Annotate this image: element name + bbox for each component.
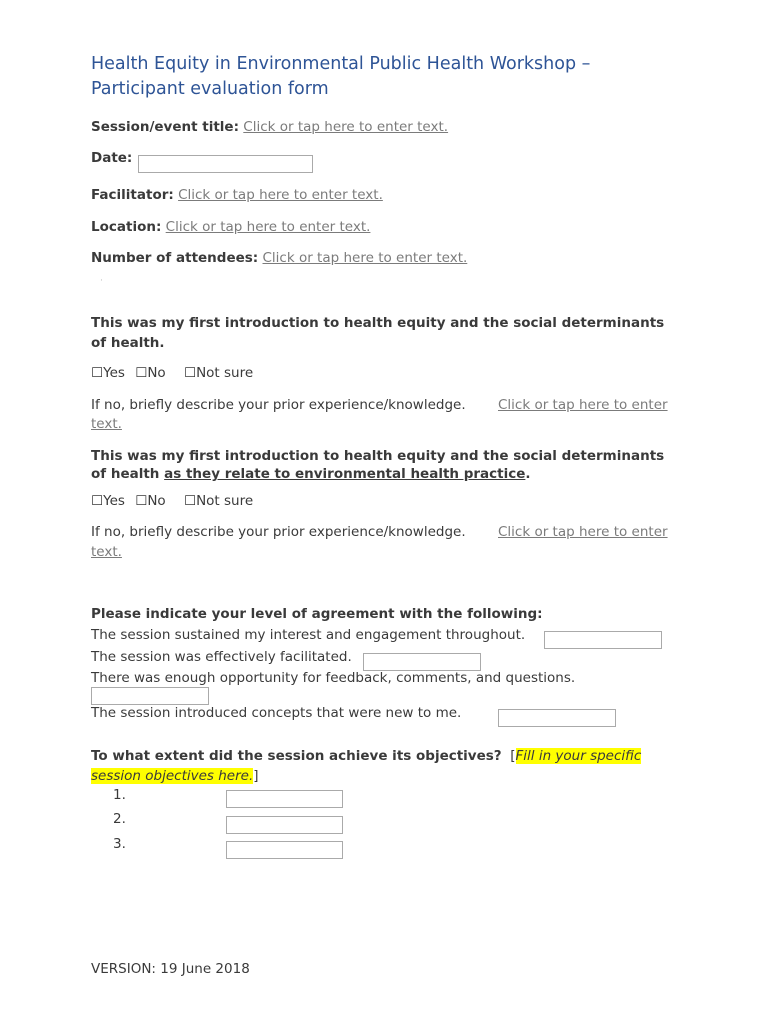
agreement-item-1: The session sustained my interest and engagement throughout. [91, 627, 526, 643]
version-footer: VERSION: 19 June 2018 [91, 961, 250, 977]
location-field[interactable]: Click or tap here to enter text. [165, 219, 371, 235]
agreement-input-4[interactable] [498, 709, 616, 727]
question-1-options [91, 365, 253, 381]
checkbox-icon[interactable]: ☐ [183, 493, 197, 509]
date-row [91, 150, 132, 166]
agreement-input-2[interactable] [363, 653, 481, 671]
checkbox-icon[interactable]: ☐ [91, 365, 104, 381]
attendees-row [91, 250, 467, 266]
objective-number-3: 3. [113, 836, 126, 852]
q2-yes-option[interactable]: ☐Yes [91, 493, 125, 509]
agreement-item-3: There was enough opportunity for feedback, comments, and questions. [91, 670, 576, 686]
location-row [91, 219, 370, 235]
objective-number-1: 1. [113, 787, 126, 803]
location-label: Location: [91, 219, 162, 235]
q2-followup-field[interactable]: Click or tap here to enter [498, 524, 668, 540]
date-field[interactable] [138, 155, 313, 173]
objectives-hint: Fill in your specific [515, 748, 642, 764]
checkbox-icon[interactable]: ☐ [91, 493, 104, 509]
q2-no-option[interactable]: ☐No [135, 493, 166, 509]
date-label: Date: [91, 150, 133, 166]
q2-followup-label: If no, briefly describe your prior experience/knowledge. [91, 524, 466, 540]
facilitator-label: Facilitator: [91, 187, 174, 203]
attendees-label: Number of attendees: [91, 250, 259, 266]
question-2-options [91, 493, 253, 509]
agreement-item-4: The session introduced concepts that were new to me. [91, 705, 462, 721]
question-1: This was my first introduction to health equity and the social determinants of health. [91, 315, 665, 351]
q1-yes-option[interactable]: ☐Yes [91, 365, 125, 381]
agreement-input-1[interactable] [544, 631, 662, 649]
checkbox-icon[interactable]: ☐ [135, 493, 148, 509]
objective-input-3[interactable] [226, 841, 343, 859]
agreement-item-2: The session was effectively facilitated. [91, 649, 352, 665]
checkbox-icon[interactable]: ☐ [183, 365, 197, 381]
q2-followup-field-cont[interactable]: text. [91, 544, 122, 560]
q1-followup-field-cont[interactable]: text. [91, 416, 122, 432]
agreement-heading: Please indicate your level of agreement with the following: [91, 606, 543, 622]
session-title-label: Session/event title: [91, 119, 239, 135]
objective-number-2: 2. [113, 811, 126, 827]
facilitator-field[interactable]: Click or tap here to enter text. [178, 187, 383, 203]
checkbox-icon[interactable]: ☐ [135, 365, 148, 381]
session-title-field[interactable]: Click or tap here to enter text. [243, 119, 449, 135]
session-title-row [91, 119, 448, 135]
q1-followup-field[interactable]: Click or tap here to enter [498, 397, 668, 413]
objective-input-2[interactable] [226, 816, 343, 834]
q1-not-sure-option[interactable]: ☐Not sure [183, 365, 254, 381]
page-title: Health Equity in Environmental Public Health Workshop – Participant evaluation form [91, 54, 591, 99]
q1-followup-label: If no, briefly describe your prior experience/knowledge. [91, 397, 466, 413]
stray-mark: · [100, 276, 103, 286]
objectives-question: To what extent did the session achieve its objectives? [Fill in your specific session objectives here.] [91, 748, 642, 784]
facilitator-row [91, 187, 383, 203]
q2-not-sure-option[interactable]: ☐Not sure [183, 493, 254, 509]
attendees-field[interactable]: Click or tap here to enter text. [262, 250, 468, 266]
question-2: This was my first introduction to health equity and the social determinants of health as they relate to environmental health practice. [91, 448, 665, 482]
agreement-input-3[interactable] [91, 687, 209, 705]
q1-no-option[interactable]: ☐No [135, 365, 166, 381]
objective-input-1[interactable] [226, 790, 343, 808]
